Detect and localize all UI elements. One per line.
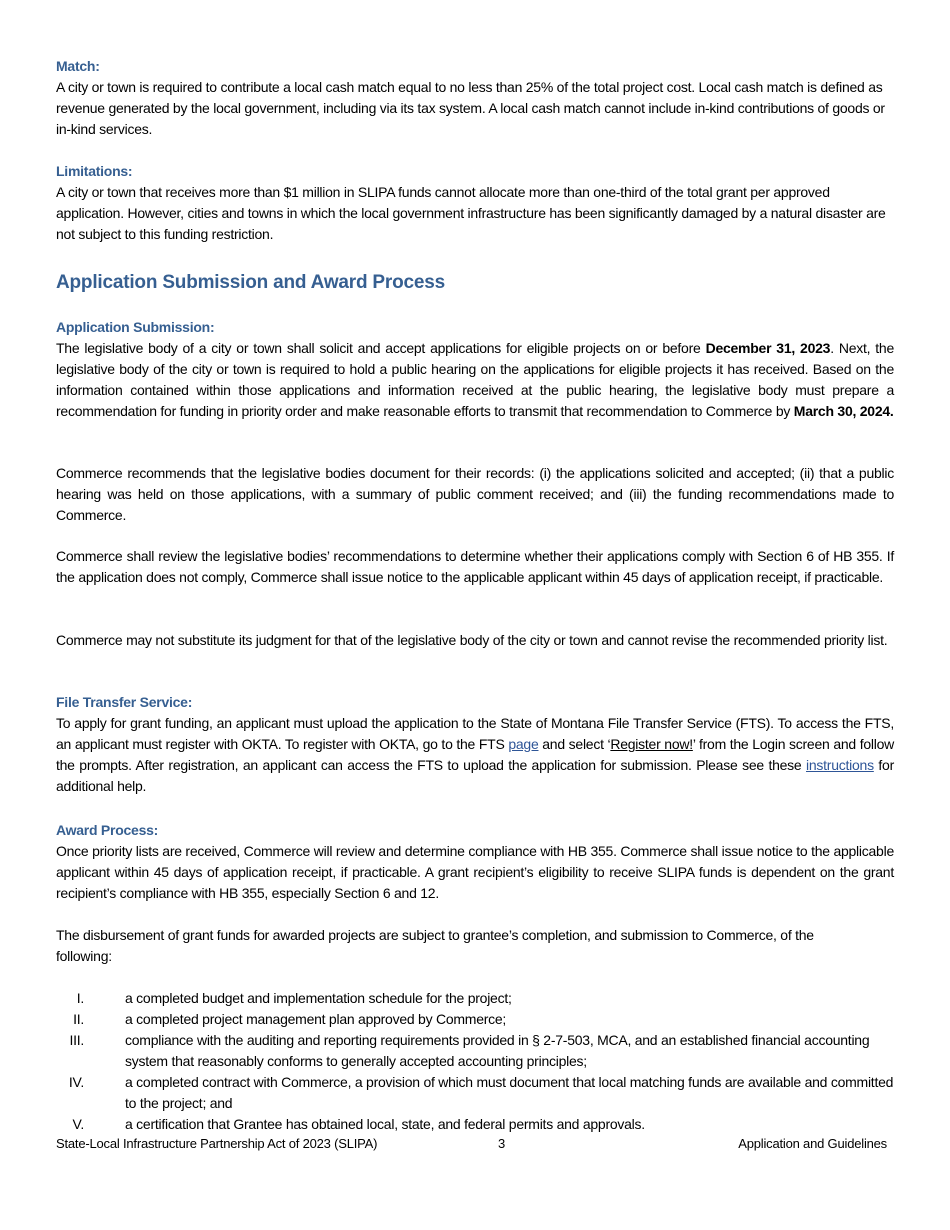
limitations-heading: Limitations: [56,163,133,179]
list-number: III. [69,1032,84,1048]
file-transfer-section [56,692,894,797]
list-item [56,1030,894,1072]
text: and select ‘ [538,736,611,752]
list-text: a completed contract with Commerce, a provision of which must document that local matching funds are available and committed to the project; and [125,1074,894,1111]
fts-page-link[interactable]: page [508,736,539,752]
limitations-section [56,161,894,245]
instructions-link[interactable]: instructions [806,757,874,773]
list-number: II. [73,1011,84,1027]
match-text: A city or town is required to contribute a local cash match equal to no less than 25% of the total project cost. Local cash match is defined as revenue generated by the local government, including via its tax system. A local cash match cannot include in-kind contributions of goods or in-kind services. [56,79,885,137]
application-submission-section [56,317,894,422]
deadline-date: December 31, 2023 [705,340,831,356]
footer-document-name: Application and Guidelines [738,1136,887,1151]
footer-title: State-Local Infrastructure Partnership Act of 2023 (SLIPA) [56,1136,378,1151]
list-item [56,1009,894,1030]
application-submission-p4: Commerce may not substitute its judgment for that of the legislative body of the city or town and cannot revise the recommended priority list. [56,632,888,648]
deadline-date: March 30, 2024. [793,403,894,419]
award-process-p1: Once priority lists are received, Commerce will review and determine compliance with HB 355. Commerce shall issue notice to the applicable applicant within 45 days of application receipt, if practicable. A grant recipient’s eligibility to receive SLIPA funds is dependent on the grant recipient’s compliance with HB 355, especially Section 6 and 12. [56,843,894,901]
application-submission-heading: Application Submission: [56,319,215,335]
list-item [56,1072,894,1114]
list-number: IV. [68,1074,84,1090]
text: for additional help. [56,757,894,794]
list-item [56,988,894,1009]
text: . Next, the legislative body of the city or town is required to hold a public hearing on the applications for eligible projects it has received. Based on the information contained within those applications and information received at the public hearing, the legislative body must prepare a recommendation for funding in priority order and make reasonable efforts to transmit that recommendation to Commerce by [56,340,895,419]
list-text: compliance with the auditing and reporting requirements provided in § 2-7-503, MCA, and an established financial accounting system that reasonably conforms to generally accepted accounting principles; [125,1032,870,1069]
section-title: Application Submission and Award Process [56,272,445,293]
requirements-list [56,988,894,1135]
application-submission-p2: Commerce recommends that the legislative bodies document for their records: (i) the applications solicited and accepted; (ii) that a public hearing was held on those applications, with a summary of public comment received; and (iii) the funding recommendations made to Commerce. [56,465,894,523]
award-process-heading: Award Process: [56,822,159,838]
text: The legislative body of a city or town shall solicit and accept applications for eligible projects on or before [56,340,706,356]
match-section [56,56,894,140]
award-process-section [56,820,894,904]
application-submission-p3: Commerce shall review the legislative bodies’ recommendations to determine whether their applications comply with Section 6 of HB 355. If the application does not comply, Commerce shall issue notice to the applicable applicant within 45 days of application receipt, if practicable. [56,548,894,585]
file-transfer-heading: File Transfer Service: [56,694,193,710]
limitations-text: A city or town that receives more than $1 million in SLIPA funds cannot allocate more than one-third of the total grant per approved application. However, cities and towns in which the local government infrastructure has been significantly damaged by a natural disaster are not subject to this funding restriction. [56,184,886,242]
text: ’ from the Login screen and follow the prompts. After registration, an applicant can access the FTS to upload the application for submission. Please see these [56,736,894,773]
file-transfer-text [56,713,894,797]
application-submission-p1 [56,338,894,422]
footer-page-number: 3 [498,1136,506,1151]
list-text: a certification that Grantee has obtained local, state, and federal permits and approvals. [125,1116,645,1132]
list-number: V. [72,1116,84,1132]
register-now-text: Register now! [610,736,693,752]
match-heading: Match: [56,58,100,74]
list-item [56,1114,894,1135]
list-text: a completed budget and implementation schedule for the project; [125,990,512,1006]
award-process-p2: The disbursement of grant funds for awarded projects are subject to grantee’s completion, and submission to Commerce, of the following: [56,927,814,964]
list-text: a completed project management plan approved by Commerce; [125,1011,507,1027]
list-number: I. [76,990,84,1006]
text: To apply for grant funding, an applicant must upload the application to the State of Montana File Transfer Service (FTS). To access the FTS, an applicant must register with OKTA. To register with OKTA, go to the FTS [56,715,894,752]
